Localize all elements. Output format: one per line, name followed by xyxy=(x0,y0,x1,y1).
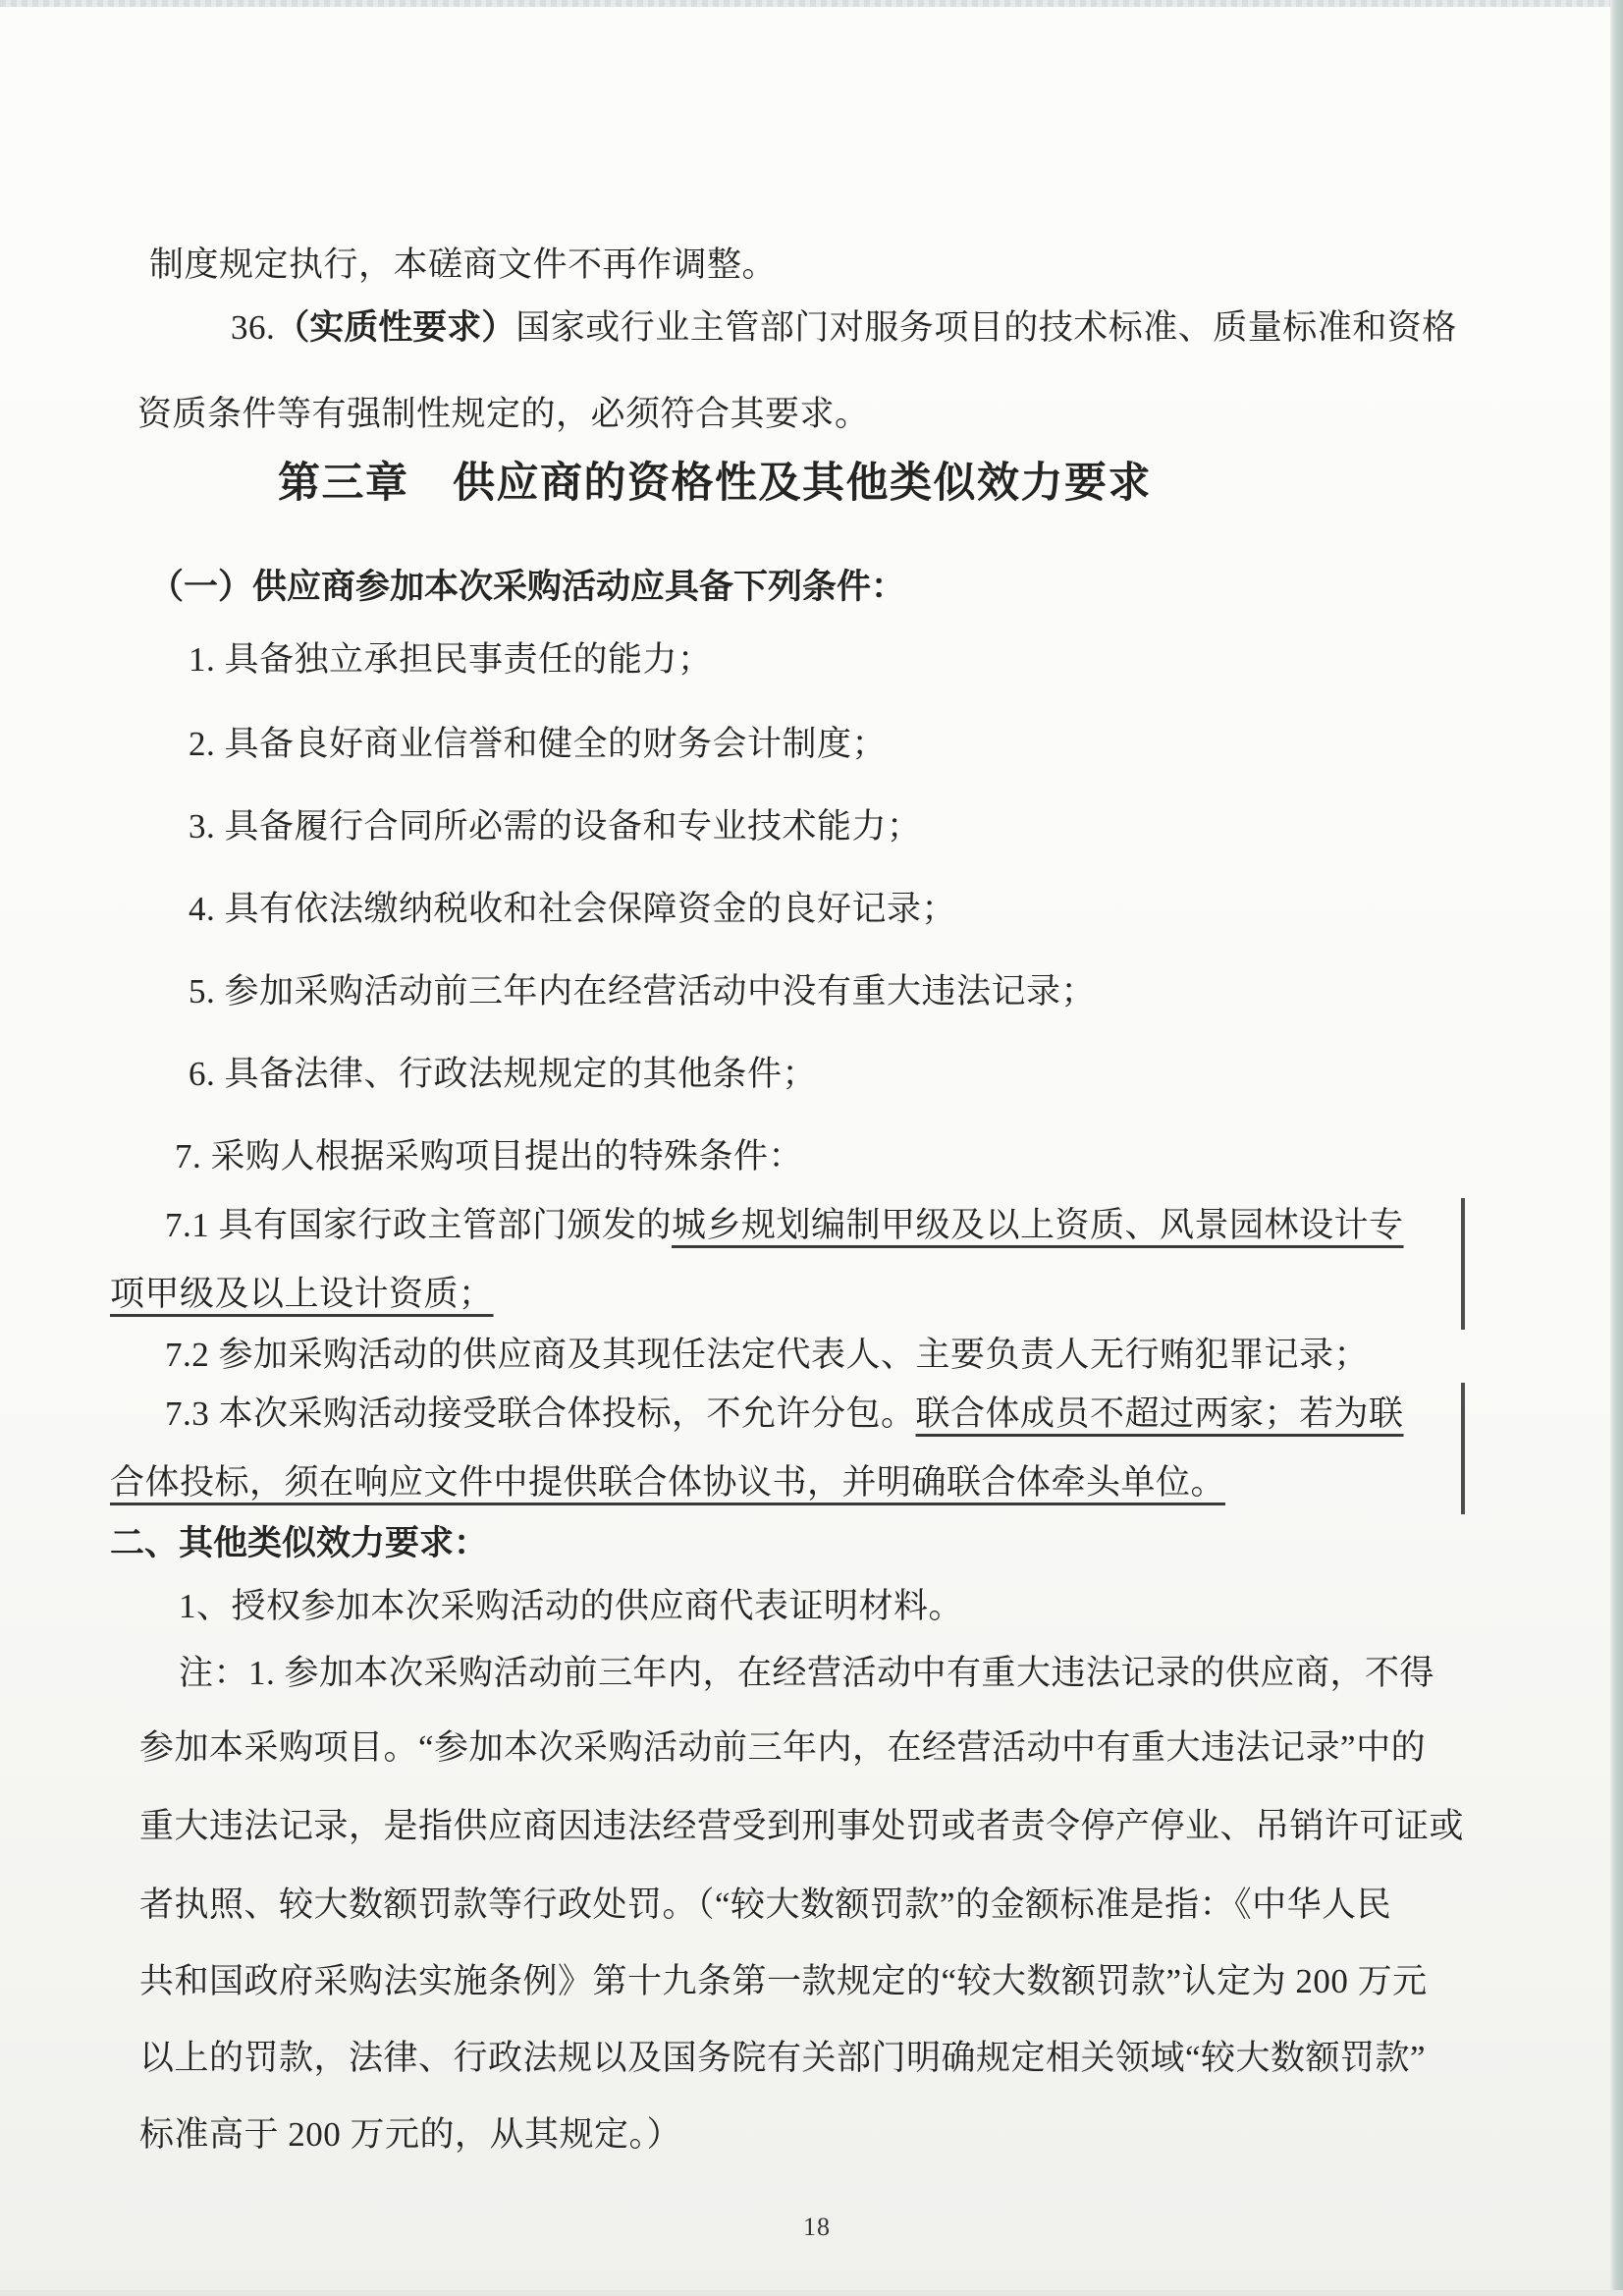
item-7-1-underlined-1: 城乡规划编制甲级及以上资质、风景园林设计专 xyxy=(672,1206,1404,1244)
section-2-item-1: 1、授权参加本次采购活动的供应商代表证明材料。 xyxy=(179,1587,964,1625)
page-number: 18 xyxy=(803,2213,831,2241)
clause-36-number: 36. xyxy=(231,308,276,347)
item-7-1-underlined-2: 项甲级及以上设计资质； xyxy=(110,1275,494,1313)
item-7-1-line1 xyxy=(165,1204,1404,1247)
condition-item-4: 4. 具有依法缴纳税收和社会保障资金的良好记录； xyxy=(189,890,957,928)
note-line-7: 标准高于 200 万元的，从其规定。） xyxy=(139,2115,682,2154)
paragraph-36-line1 xyxy=(231,306,1457,350)
condition-item-2: 2. 具备良好商业信誉和健全的财务会计制度； xyxy=(189,725,888,763)
item-7-3-lead: 7.3 本次采购活动接受联合体投标，不允许分包。 xyxy=(165,1394,916,1433)
revision-bar-7-1 xyxy=(1461,1198,1465,1330)
condition-item-6: 6. 具备法律、行政法规规定的其他条件； xyxy=(189,1055,818,1093)
condition-item-5: 5. 参加采购活动前三年内在经营活动中没有重大违法记录； xyxy=(189,972,1097,1011)
section-1-heading: （一）供应商参加本次采购活动应具备下列条件： xyxy=(149,568,906,606)
item-7-3-underlined-2: 合体投标，须在响应文件中提供联合体协议书，并明确联合体牵头单位。 xyxy=(110,1463,1226,1502)
condition-item-7: 7. 采购人根据采购项目提出的特殊条件： xyxy=(175,1137,804,1175)
condition-item-1: 1. 具备独立承担民事责任的能力； xyxy=(189,640,713,679)
item-7-1-lead: 7.1 具有国家行政主管部门颁发的 xyxy=(165,1206,673,1244)
condition-item-3: 3. 具备履行合同所必需的设备和专业技术能力； xyxy=(189,807,922,846)
note-line-1: 注：1. 参加本次采购活动前三年内，在经营活动中有重大违法记录的供应商，不得 xyxy=(179,1654,1435,1692)
scan-edge-right xyxy=(1610,0,1623,2296)
item-7-2: 7.2 参加采购活动的供应商及其现任法定代表人、主要负责人无行贿犯罪记录； xyxy=(165,1336,1370,1374)
revision-bar-7-3 xyxy=(1461,1383,1465,1514)
section-2-heading: 二、其他类似效力要求： xyxy=(110,1524,489,1562)
scan-edge-bottom xyxy=(0,2290,1623,2296)
item-7-3-line2 xyxy=(110,1461,1225,1504)
note-line-3: 重大违法记录，是指供应商因违法经营受到刑事处罚或者责令停产停业、吊销许可证或 xyxy=(139,1807,1465,1845)
note-line-2: 参加本采购项目。“参加本次采购活动前三年内，在经营活动中有重大违法记录”中的 xyxy=(139,1728,1427,1767)
paragraph-intro: 制度规定执行，本磋商文件不再作调整。 xyxy=(149,246,778,284)
note-line-5: 共和国政府采购法实施条例》第十九条第一款规定的“较大数额罚款”认定为 200 万元 xyxy=(139,1962,1428,2000)
clause-36-bold-label: （实质性要求） xyxy=(275,308,516,347)
note-line-6: 以上的罚款，法律、行政法规以及国务院有关部门明确规定相关领域“较大数额罚款” xyxy=(139,2039,1427,2077)
item-7-1-line2 xyxy=(110,1273,494,1316)
clause-36-text: 国家或行业主管部门对服务项目的技术标准、质量标准和资格 xyxy=(515,308,1457,347)
item-7-3-underlined-1: 联合体成员不超过两家；若为联 xyxy=(915,1394,1404,1433)
chapter-title: 第三章 供应商的资格性及其他类似效力要求 xyxy=(278,460,1152,507)
scan-edge-top xyxy=(0,0,1623,7)
note-line-4: 者执照、较大数额罚款等行政处罚。（“较大数额罚款”的金额标准是指：《中华人民 xyxy=(139,1886,1392,1924)
paragraph-36-line2: 资质条件等有强制性规定的，必须符合其要求。 xyxy=(137,395,870,433)
item-7-3-line1 xyxy=(165,1393,1404,1436)
